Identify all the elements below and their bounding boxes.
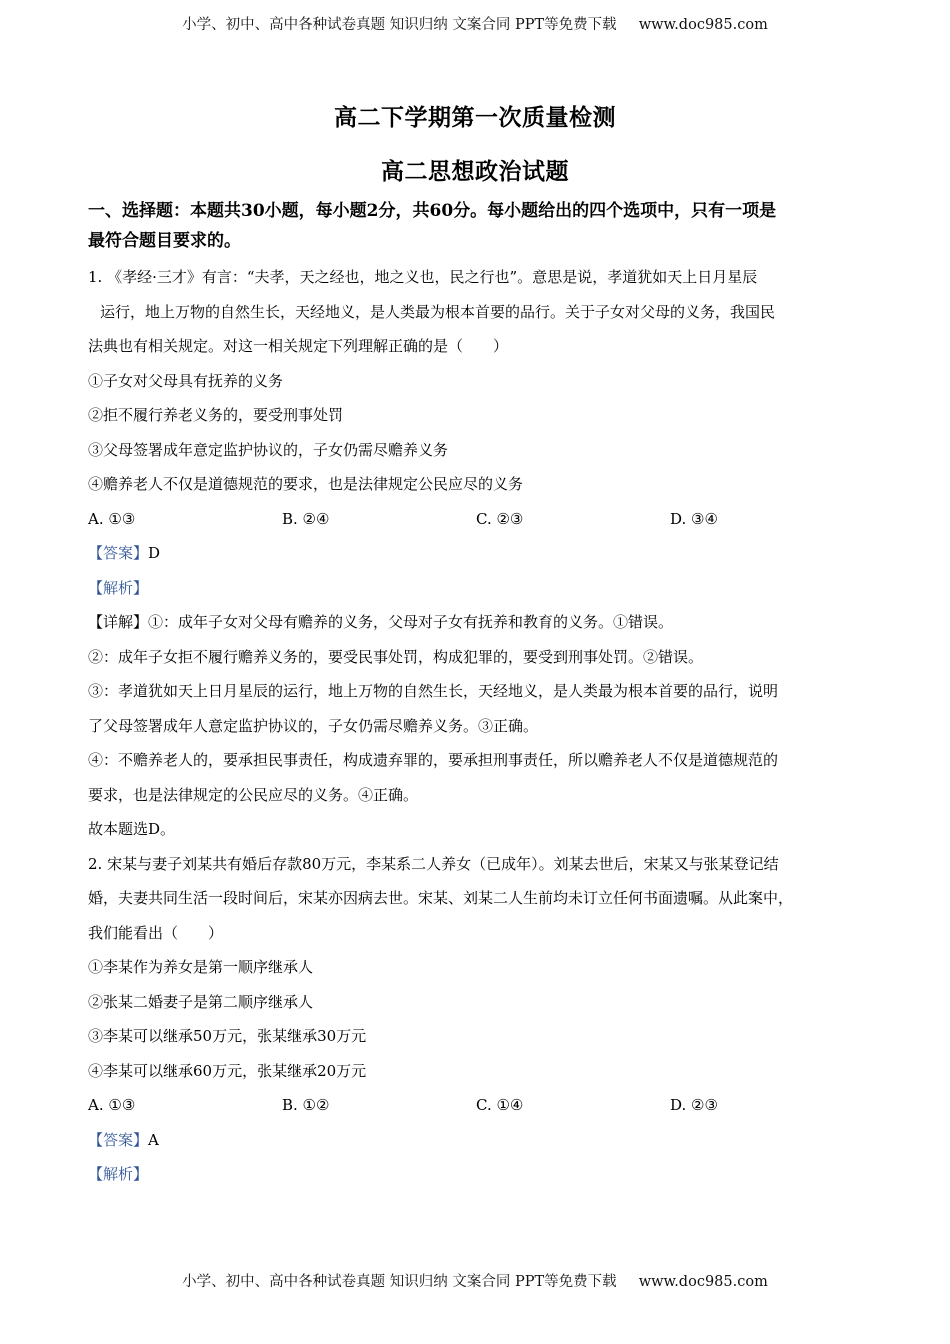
detail-text: ②：成年子女拒不履行赡养义务的，要受民事处罚，构成犯罪的，要受到刑事处罚。②错误。	[88, 647, 704, 666]
option-c: C. ①④	[476, 1096, 524, 1114]
detail-text: 了父母签署成年人意定监护协议的，子女仍需尽赡养义务。③正确。	[88, 716, 539, 735]
detail-text: ③：孝道犹如天上日月星辰的运行，地上万物的自然生长，天经地义，是人类最为根本首要的品行，说明	[88, 682, 779, 700]
analysis-tag: 【解析】	[88, 578, 149, 597]
option-d: D. ③④	[670, 509, 718, 528]
page-footer	[0, 1270, 950, 1291]
footer-site-link[interactable]: www.doc985.com	[638, 1274, 768, 1290]
statement-item: ①子女对父母具有抚养的义务	[88, 371, 284, 390]
question-stem: 1. 《孝经·三才》有言：“夫孝，天之经也，地之义也，民之行也”。意思是说，孝道犹如天上日月星辰	[88, 268, 758, 286]
question-stem: 婚，夫妻共同生活一段时间后，宋某亦因病去世。宋某、刘某二人生前均未订立任何书面遗嘱。从此案中，	[88, 889, 794, 907]
option-a: A. ①③	[88, 1096, 136, 1114]
option-a: A. ①③	[88, 509, 136, 528]
answer-line	[88, 1123, 878, 1158]
question-1	[88, 260, 878, 847]
statement-item: ③父母签署成年意定监护协议的，子女仍需尽赡养义务	[88, 440, 449, 459]
analysis-tag: 【解析】	[88, 1165, 149, 1183]
header-site-link[interactable]: www.doc985.com	[638, 17, 768, 33]
question-stem: 法典也有相关规定。对这一相关规定下列理解正确的是（ ）	[88, 337, 509, 355]
footer-text: 小学、初中、高中各种试卷真题 知识归纳 文案合同 PPT等免费下载	[182, 1274, 617, 1290]
answer-tag: 【答案】	[88, 1130, 149, 1149]
question-2	[88, 847, 878, 1192]
question-stem: 我们能看出（ ）	[88, 923, 224, 942]
exam-subtitle: 高二思想政治试题	[381, 158, 569, 185]
detail-line	[88, 605, 878, 640]
statement-item: ②张某二婚妻子是第二顺序继承人	[88, 992, 314, 1011]
page-header	[0, 13, 950, 34]
answer-options	[88, 502, 878, 537]
detail-text: 要求，也是法律规定的公民应尽的义务。④正确。	[88, 785, 419, 804]
question-stem: 2. 宋某与妻子刘某共有婚后存款80万元，李某系二人养女（已成年）。刘某去世后，宋某又与张某登记结	[88, 854, 779, 873]
detail-tag: 【详解】	[88, 613, 149, 631]
answer-value: D	[148, 544, 161, 562]
question-stem: 运行，地上万物的自然生长，天经地义，是人类最为根本首要的品行。关于子女对父母的义务，我国民	[100, 302, 776, 321]
option-c: C. ②③	[476, 509, 524, 528]
option-d: D. ②③	[670, 1096, 718, 1114]
analysis-line	[88, 571, 878, 606]
statement-item: ②拒不履行养老义务的，要受刑事处罚	[88, 406, 344, 424]
header-text: 小学、初中、高中各种试卷真题 知识归纳 文案合同 PPT等免费下载	[182, 17, 617, 33]
statement-item: ①李某作为养女是第一顺序继承人	[88, 958, 314, 976]
statement-item: ③李某可以继承50万元，张某继承30万元	[88, 1027, 367, 1045]
option-b: B. ②④	[282, 509, 330, 528]
analysis-line	[88, 1157, 878, 1192]
detail-text: ①：成年子女对父母有赡养的义务，父母对子女有抚养和教育的义务。①错误。	[148, 613, 674, 631]
exam-title: 高二下学期第一次质量检测	[334, 104, 616, 131]
exam-content	[88, 196, 878, 1192]
detail-text: ④：不赡养老人的，要承担民事责任，构成遗弃罪的，要承担刑事责任，所以赡养老人不仅是道德规范的	[88, 751, 779, 769]
statement-item: ④李某可以继承60万元，张某继承20万元	[88, 1061, 367, 1080]
section-heading: 一、选择题：本题共30小题，每小题2分，共60分。每小题给出的四个选项中，只有一项是	[88, 201, 777, 221]
answer-options	[88, 1088, 878, 1123]
answer-tag: 【答案】	[88, 544, 149, 562]
answer-line	[88, 536, 878, 571]
section-heading-cont: 最符合题目要求的。	[88, 231, 241, 251]
statement-item: ④赡养老人不仅是道德规范的要求，也是法律规定公民应尽的义务	[88, 475, 524, 493]
detail-text: 故本题选D。	[88, 820, 176, 838]
option-b: B. ①②	[282, 1096, 330, 1114]
answer-value: A	[148, 1130, 159, 1149]
